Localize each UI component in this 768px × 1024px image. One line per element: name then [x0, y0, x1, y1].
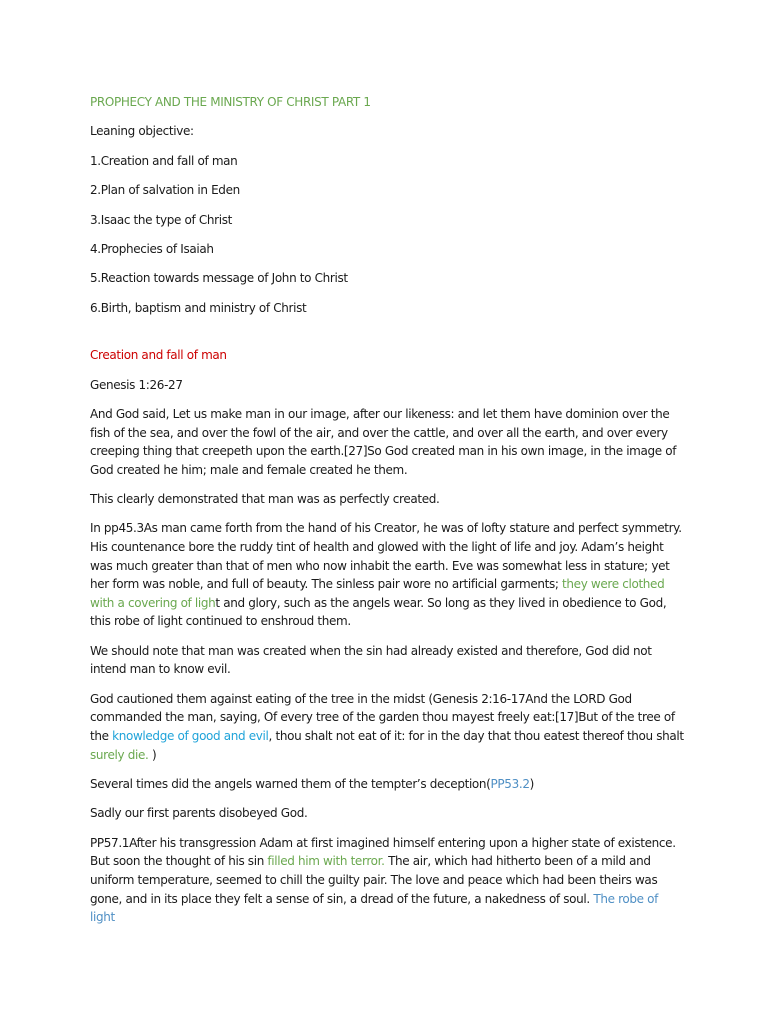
pp53-link[interactable]: PP53.2 [490, 776, 530, 791]
pp57-paragraph [90, 834, 684, 927]
caution-text-end: ) [151, 747, 157, 762]
objective-label: Leaning objective: [90, 124, 194, 139]
scripture-reference: Genesis 1:26-27 [90, 377, 183, 392]
pp57-text-middle: The air, which had hitherto been of a mild and uniform temperature, seemed to chill the guilty pair. The love and peace which had been theirs was gone, and in its place they felt a sense of sin, a dread of the future, a nakedness of soul. [90, 854, 658, 906]
caution-paragraph [90, 690, 684, 764]
document-page [90, 93, 684, 938]
warning-paragraph [90, 775, 684, 794]
note-paragraph: We should note that man was created when the sin had already existed and therefore, God did not intend man to know evil. [90, 643, 652, 677]
warning-text: Several times did the angels warned them of the tempter’s deception( [90, 776, 491, 791]
pp45-text-end: t and glory, such as the angels wear. So long as they lived in obedience to God, this robe of light continued to enshroud them. [90, 595, 667, 629]
terror-highlight: filled him with terror. [267, 854, 385, 869]
objective-item: 2.Plan of salvation in Eden [90, 183, 240, 198]
knowledge-link[interactable]: knowledge of good and evil [112, 729, 269, 743]
genesis-quote: And God said, Let us make man in our image, after our likeness: and let them have dominion over the fish of the sea, and over the fowl of the air, and over the cattle, and over all the earth, and over every creeping thing that creepeth upon the earth.[27]So God created man in his own image, in the image of God created he him; male and female created he them. [90, 406, 677, 477]
disobeyed-paragraph: Sadly our first parents disobeyed God. [90, 806, 308, 821]
pp45-highlight: they were clothed with a covering of ligh [90, 577, 665, 610]
objective-item: 3.Isaac the type of Christ [90, 212, 232, 227]
objective-item: 4.Prophecies of Isaiah [90, 241, 214, 256]
document-title: PROPHECY AND THE MINISTRY OF CHRIST PART 1 [90, 95, 371, 109]
pp45-text: In pp45.3As man came forth from the hand of his Creator, he was of lofty stature and perfect symmetry. His countenance bore the ruddy tint of health and glowed with the light of life and joy. Adam’s height was much greater than that of men who now inhabit the earth. Eve was somewhat less in stature; yet her form was noble, and full of beauty. The sinless pair wore no artificial garments; [90, 521, 682, 592]
pp45-paragraph [90, 519, 684, 631]
objective-item: 1.Creation and fall of man [90, 153, 238, 168]
surely-die-highlight: surely die. [90, 747, 152, 762]
robe-of-light-link[interactable]: The robe of light [90, 891, 659, 925]
caution-text-middle: , thou shalt not eat of it: for in the day that thou eatest thereof thou shalt [268, 729, 684, 743]
demonstration-paragraph: This clearly demonstrated that man was as perfectly created. [90, 492, 440, 507]
section-heading: Creation and fall of man [90, 348, 227, 363]
objective-item: 6.Birth, baptism and ministry of Christ [90, 300, 307, 315]
blank-line [90, 328, 684, 346]
objective-item: 5.Reaction towards message of John to Christ [90, 271, 348, 286]
warning-text-end: ) [529, 776, 534, 791]
caution-text: God cautioned them against eating of the tree in the midst (Genesis 2:16-17And the LORD God commanded the man, saying, Of every tree of the garden thou mayest freely eat:[17]But of the tree of the [90, 691, 675, 743]
pp57-text: PP57.1After his transgression Adam at first imagined himself entering upon a higher state of existence. But soon the thought of his sin [90, 835, 676, 869]
